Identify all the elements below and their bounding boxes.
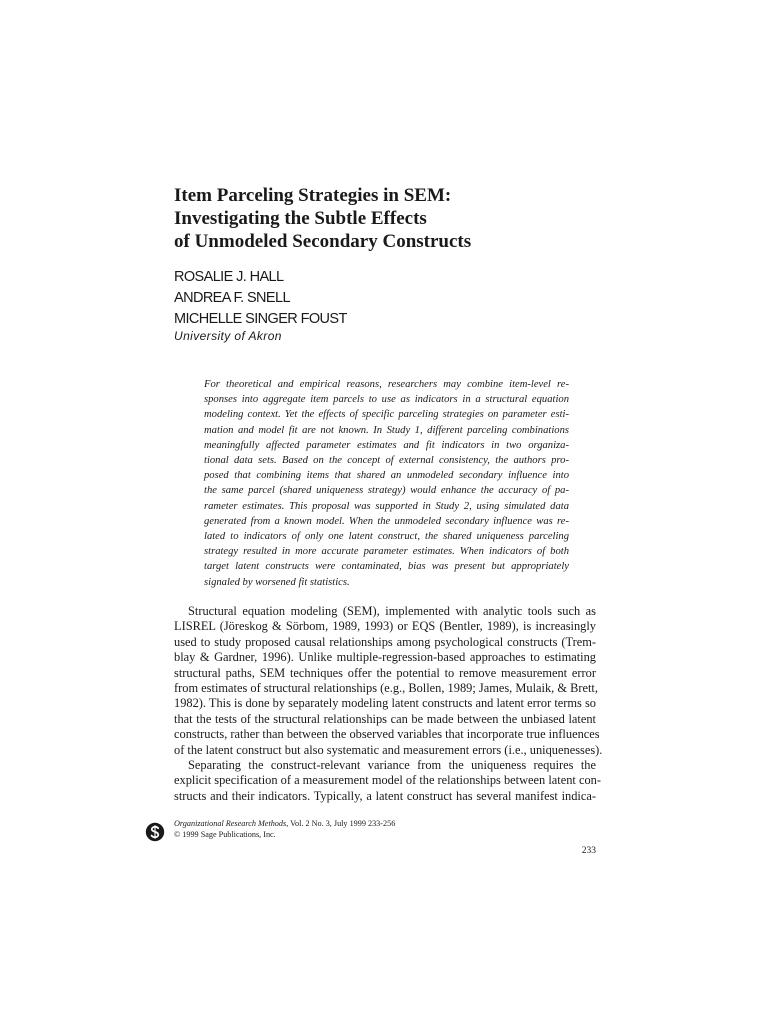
body-line: 1982). This is done by separately modeling latent constructs and latent error terms so: [174, 696, 596, 711]
abstract-line: strategy resulted in more accurate parameter estimates. When indicators of both: [204, 546, 569, 558]
abstract-line: lated to indicators of only one latent construct, the shared uniqueness parceling: [204, 531, 569, 543]
citation-line: [174, 818, 395, 829]
abstract-line: sponses into aggregate item parcels to use as indicators in a structural equation: [204, 394, 569, 406]
author-affiliation: University of Akron: [174, 329, 282, 343]
copyright-line: © 1999 Sage Publications, Inc.: [174, 830, 276, 839]
body-line: LISREL (Jöreskog & Sörbom, 1989, 1993) or EQS (Bentler, 1989), is increasingly: [174, 619, 596, 634]
abstract-line: rameter estimates. This proposal was supported in Study 2, using simulated data: [204, 500, 569, 512]
body-line: blay & Gardner, 1996). Unlike multiple-regression-based approaches to estimating: [174, 650, 596, 665]
body-line: that the tests of the structural relationships can be made between the unbiased latent: [174, 711, 596, 726]
abstract: [204, 377, 569, 590]
body-line: explicit specification of a measurement model of the relationships between latent con-: [174, 773, 601, 788]
title-line: of Unmodeled Secondary Constructs: [174, 231, 472, 252]
sage-logo-icon: [145, 822, 165, 842]
abstract-line: mation and model fit are not known. In Study 1, different parceling combinations: [204, 424, 569, 436]
body-line: used to study proposed causal relationships among psychological constructs (Trem-: [174, 634, 596, 649]
body-line: Structural equation modeling (SEM), implemented with analytic tools such as: [188, 604, 596, 618]
abstract-line: target latent constructs were contaminated, bias was present but appropriately: [204, 561, 569, 573]
abstract-line: meaningfully affected parameter estimates and fit indicators in two organiza-: [204, 439, 569, 451]
body-line: Separating the construct-relevant variance from the uniqueness requires the: [188, 758, 596, 773]
abstract-line: modeling context. Yet the effects of specific parceling strategies on parameter esti-: [204, 409, 569, 421]
page-footer: [174, 818, 395, 840]
title-line: Item Parceling Strategies in SEM:: [174, 185, 452, 206]
body-line: structural paths, SEM techniques offer the potential to remove measurement error: [174, 665, 596, 680]
journal-name: Organizational Research Methods: [174, 819, 287, 828]
page-number: 233: [581, 846, 596, 856]
journal-citation: , Vol. 2 No. 3, July 1999 233-256: [286, 819, 396, 828]
body-line: from estimates of structural relationships (e.g., Bollen, 1989; James, Mulaik, & Brett,: [174, 681, 598, 696]
article-title: [174, 184, 634, 253]
abstract-line: generated from a known model. When the unmodeled secondary influence was re-: [204, 515, 569, 527]
author-name: ANDREA F. SNELL: [174, 290, 290, 306]
body-line: structs and their indicators. Typically, a latent construct has several manifest indica-: [174, 788, 596, 803]
body-text: [174, 604, 603, 804]
author-name: ROSALIE J. HALL: [174, 269, 284, 285]
abstract-line: signaled by worsened fit statistics.: [204, 576, 350, 588]
title-line: Investigating the Subtle Effects: [174, 208, 427, 229]
abstract-line: the same parcel (shared uniqueness strategy) would enhance the accuracy of pa-: [204, 485, 569, 497]
abstract-line: tional data sets. Based on the concept of external consistency, the authors pro-: [204, 455, 569, 467]
body-line: of the latent construct but also systematic and measurement errors (i.e., uniquenesses).: [174, 742, 603, 757]
author-name: MICHELLE SINGER FOUST: [174, 311, 347, 327]
abstract-line: posed that combining items that shared an unmodeled secondary influence into: [204, 470, 569, 482]
abstract-line: For theoretical and empirical reasons, researchers may combine item-level re-: [204, 379, 569, 390]
body-line: constructs, rather than between the observed variables that incorporate true influences: [174, 727, 600, 742]
author-block: [174, 267, 347, 343]
